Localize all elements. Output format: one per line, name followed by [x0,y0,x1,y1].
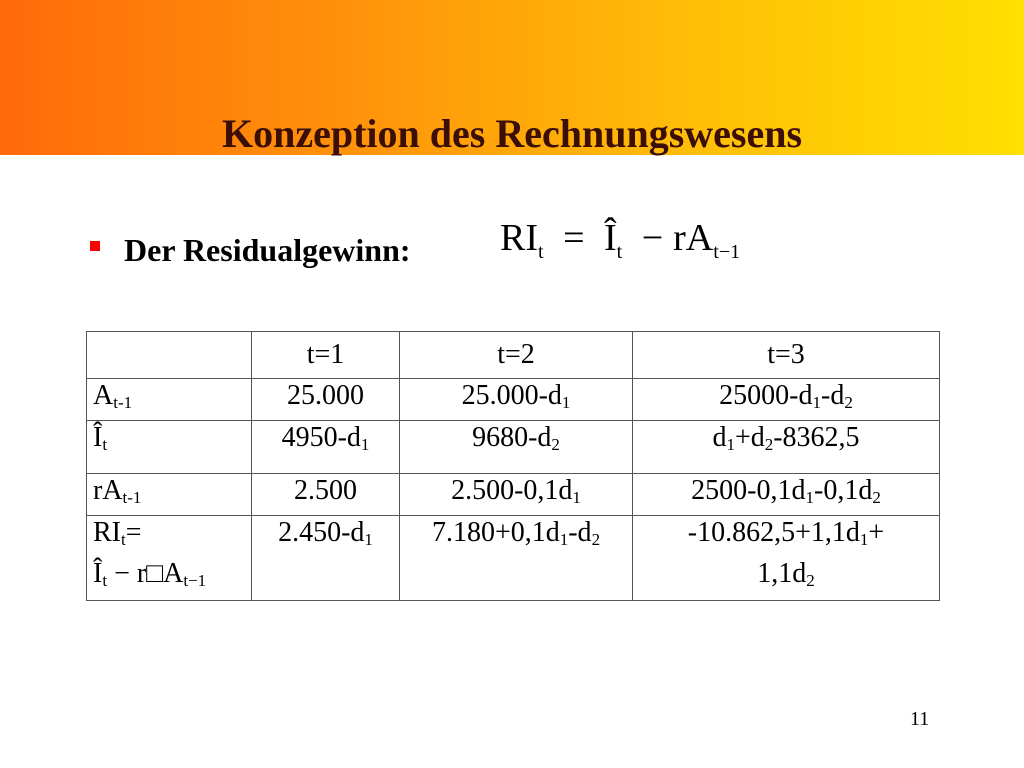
row-label: $rA_{t-1}$ [87,474,252,516]
row-label: $RI_t=$ $Î_t$ − $r□A_{t-1}$ [87,516,252,601]
formula-term2: rA [673,217,714,259]
table-cell: $4950-d_1$ [252,421,400,474]
page-number: 11 [910,708,930,730]
table-cell: $2500-0,1d_1-0,1d_2$ [633,474,940,516]
table-row [87,421,940,474]
formula-term1-sub: t [616,241,623,263]
bullet-square-icon [90,241,100,251]
formula-equals: = [563,217,585,259]
row-label: $A_{t-1}$ [87,379,252,421]
table-header-row [87,332,940,379]
table-row [87,379,940,421]
slide-title: Konzeption des Rechnungswesens [221,111,803,156]
formula-term1: Î [604,217,617,259]
formula-minus: − [641,217,664,259]
table-cell: $25.000-d_1$ [400,379,633,421]
table-cell: $2.500-0,1d_1$ [400,474,633,516]
table-row [87,516,940,601]
table-cell: $2.450-d_1$ [252,516,400,601]
header-cell-t3: t=3 [633,332,940,379]
formula-term2-sub: t−1 [713,241,741,263]
table-cell: $25000-d_1-d_2$ [633,379,940,421]
table-cell: 25.000 [252,379,400,421]
row-label: $Î_t$ [87,421,252,474]
header-cell-t1: t=1 [252,332,400,379]
bullet-item [90,225,411,275]
residual-income-formula [500,216,740,276]
header-cell-t2: t=2 [400,332,633,379]
formula-lhs-sub: t [538,241,544,263]
bullet-text: Der Residualgewinn: [124,231,411,268]
table-cell: $7.180+0,1d_1-d_2$ [400,516,633,601]
table-cell: $9680-d_2$ [400,421,633,474]
table-cell: $d_1+d_2-8362,5$ [633,421,940,474]
table-cell: 2.500 [252,474,400,516]
header-cell-empty [87,332,252,379]
residual-income-table [86,331,940,601]
formula-lhs: RI [500,217,538,259]
table-cell: $-10.862,5+1,1d_1+$ $1,1d_2$ [633,516,940,601]
table-row [87,474,940,516]
